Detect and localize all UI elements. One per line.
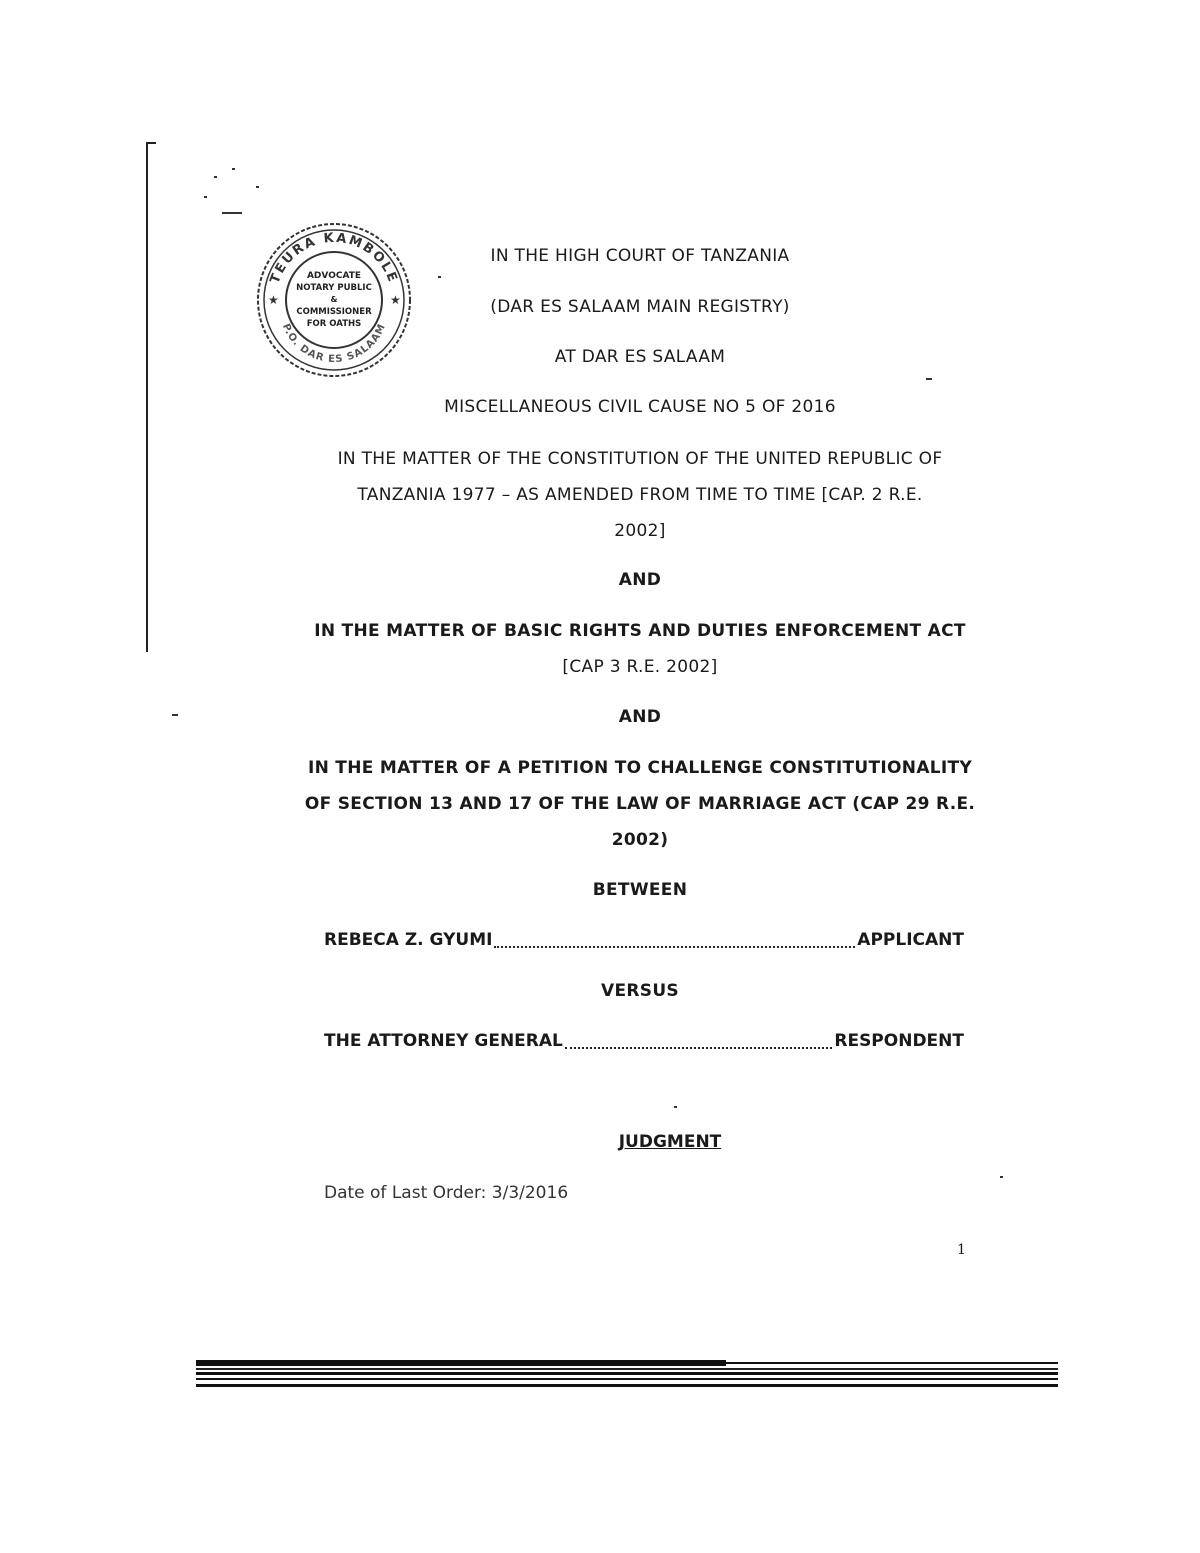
advocate-stamp-seal — [254, 220, 414, 380]
court-name: IN THE HIGH COURT OF TANZANIA — [490, 246, 790, 266]
footer-rule — [196, 1358, 1058, 1392]
matter-1-line-1: IN THE MATTER OF THE CONSTITUTION OF THE UNITED REPUBLIC OF — [337, 449, 943, 469]
scan-speck — [222, 212, 242, 214]
matter-3-line-2: OF SECTION 13 AND 17 OF THE LAW OF MARRIAGE ACT (CAP 29 R.E. — [304, 794, 976, 814]
scan-speck — [438, 276, 441, 278]
scan-speck — [214, 176, 217, 178]
stamp-line-2: NOTARY PUBLIC — [296, 283, 372, 293]
stamp-outer-bottom-text: P.O. DAR ES SALAAM — [279, 321, 389, 366]
scan-speck — [674, 1106, 677, 1108]
scan-speck — [172, 714, 178, 716]
scan-speck — [204, 196, 207, 198]
dot-leader — [494, 932, 855, 948]
respondent-role: RESPONDENT — [834, 1031, 964, 1051]
scan-speck — [256, 186, 259, 188]
respondent-row — [324, 1031, 964, 1051]
applicant-name: REBECA Z. GYUMI — [324, 930, 493, 950]
judgment-title: JUDGMENT — [618, 1132, 722, 1152]
scan-margin-tick — [146, 142, 156, 144]
scan-margin-line — [146, 142, 148, 652]
stamp-outer-top-text: TEURA KAMBOLE — [267, 230, 401, 286]
applicant-role: APPLICANT — [857, 930, 964, 950]
scan-speck — [926, 378, 932, 380]
dot-leader — [565, 1033, 832, 1049]
respondent-name: THE ATTORNEY GENERAL — [324, 1031, 563, 1051]
matter-2-line-2: [CAP 3 R.E. 2002] — [562, 657, 718, 677]
stamp-line-5: FOR OATHS — [306, 319, 362, 329]
star-icon: ★ — [390, 293, 401, 307]
matter-1-line-3: 2002] — [614, 521, 666, 541]
matter-3-line-1: IN THE MATTER OF A PETITION TO CHALLENGE CONSTITUTIONALITY — [307, 758, 973, 778]
star-icon: ★ — [268, 293, 279, 307]
versus-label: VERSUS — [601, 981, 679, 1001]
stamp-line-3: & — [330, 295, 338, 304]
stamp-line-4: COMMISSIONER — [296, 307, 372, 317]
stamp-line-1: ADVOCATE — [306, 271, 362, 281]
page-number: 1 — [957, 1242, 966, 1258]
applicant-row — [324, 930, 964, 950]
conjunction-and: AND — [618, 707, 662, 727]
scan-speck — [1000, 1176, 1003, 1178]
registry-name: (DAR ES SALAAM MAIN REGISTRY) — [490, 297, 790, 317]
conjunction-and: AND — [618, 570, 662, 590]
matter-2-line-1: IN THE MATTER OF BASIC RIGHTS AND DUTIES ENFORCEMENT ACT — [314, 621, 966, 641]
court-location: AT DAR ES SALAAM — [554, 347, 726, 367]
matter-1-line-2: TANZANIA 1977 – AS AMENDED FROM TIME TO TIME [CAP. 2 R.E. — [357, 485, 923, 505]
date-of-last-order: Date of Last Order: 3/3/2016 — [324, 1183, 569, 1203]
case-number: MISCELLANEOUS CIVIL CAUSE NO 5 OF 2016 — [444, 397, 836, 417]
matter-3-line-3: 2002) — [611, 830, 669, 850]
between-label: BETWEEN — [592, 880, 688, 900]
scan-speck — [232, 168, 235, 170]
